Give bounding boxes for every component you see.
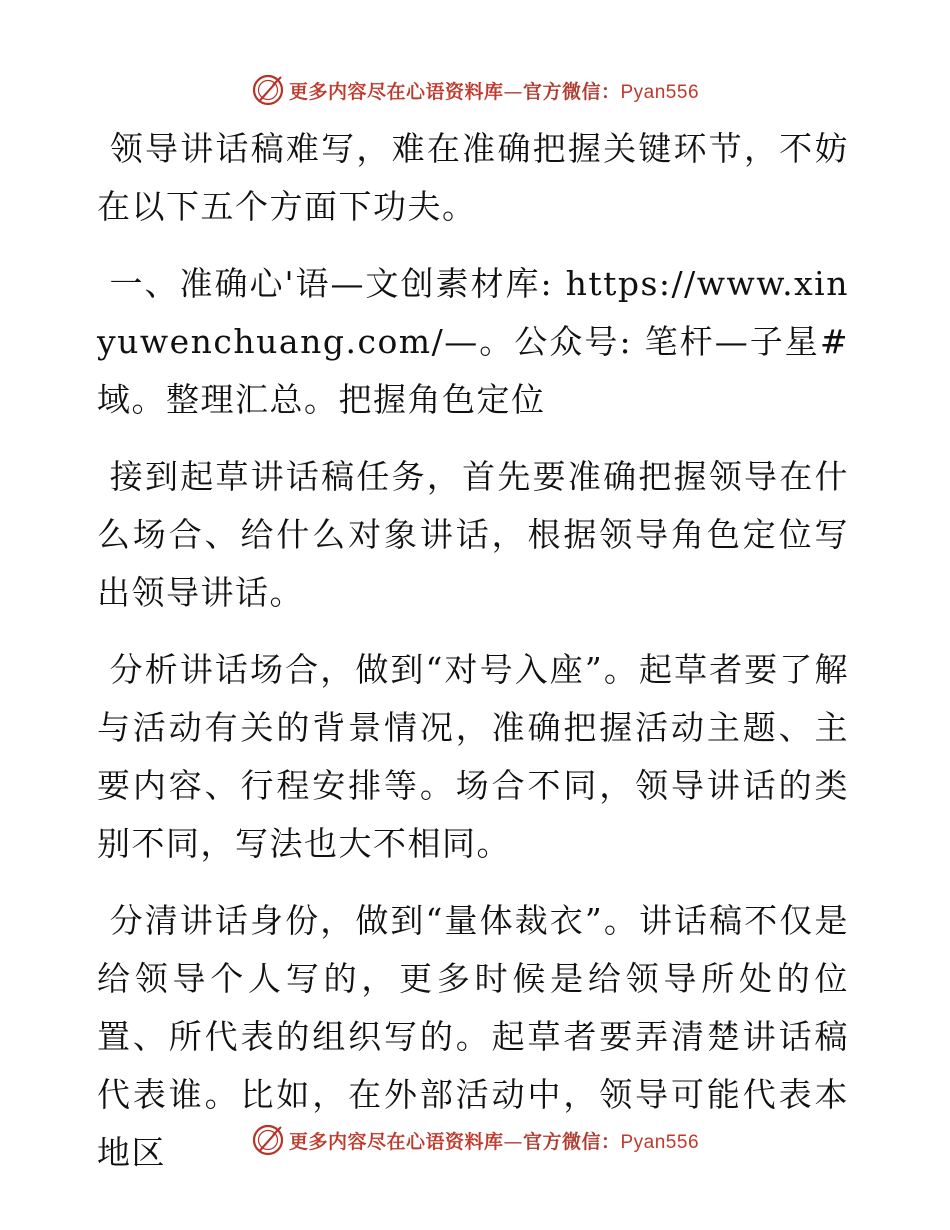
watermark-brand: 更多内容尽在心语资料库 — [288, 1130, 504, 1153]
paragraph-text: 分析讲话场合，做到“对号入座”。起草者要了解与活动有关的背景情况，准确把握活动主题、主要内容、行程安排等。场合不同，领导讲话的类别不同，写法也大不相同。 — [97, 650, 849, 863]
watermark-separator: — — [503, 1130, 523, 1153]
paragraph-body-1 — [97, 448, 849, 622]
header-watermark-banner — [0, 70, 950, 110]
quill-pen-logo-icon — [251, 1123, 285, 1157]
document-body — [97, 120, 849, 1201]
watermark-brand: 更多内容尽在心语资料库 — [288, 80, 504, 103]
watermark-separator: — — [503, 80, 523, 103]
paragraph-text: 领导讲话稿难写，难在准确把握关键环节，不妨在以下五个方面下功夫。 — [97, 129, 849, 226]
paragraph-text: 接到起草讲话稿任务，首先要准确把握领导在什么场合、给什么对象讲话，根据领导角色定位写出领导讲话。 — [97, 457, 849, 612]
watermark-wechat-label: 官方微信： — [522, 80, 621, 103]
footer-watermark-banner — [0, 1120, 950, 1160]
paragraph-text: 一、准确心'语—文创素材库: https://www.xinyuwenchuang.com/—。公众号: 笔杆—子星#域。整理汇总。把握角色定位 — [97, 264, 849, 419]
watermark-wechat-id: Pyan556 — [620, 81, 700, 103]
watermark-text — [289, 77, 699, 104]
watermark-text — [289, 1127, 699, 1154]
quill-pen-logo-icon — [251, 73, 285, 107]
paragraph-section-heading — [97, 255, 849, 429]
paragraph-body-2 — [97, 641, 849, 873]
watermark-wechat-label: 官方微信： — [522, 1130, 621, 1153]
paragraph-intro — [97, 120, 849, 236]
watermark-wechat-id: Pyan556 — [620, 1131, 700, 1153]
paragraph-text: 分清讲话身份，做到“量体裁衣”。讲话稿不仅是给领导个人写的，更多时候是给领导所处的位置、所代表的组织写的。起草者要弄清楚讲话稿代表谁。比如，在外部活动中，领导可能代表本地区 — [97, 901, 849, 1172]
